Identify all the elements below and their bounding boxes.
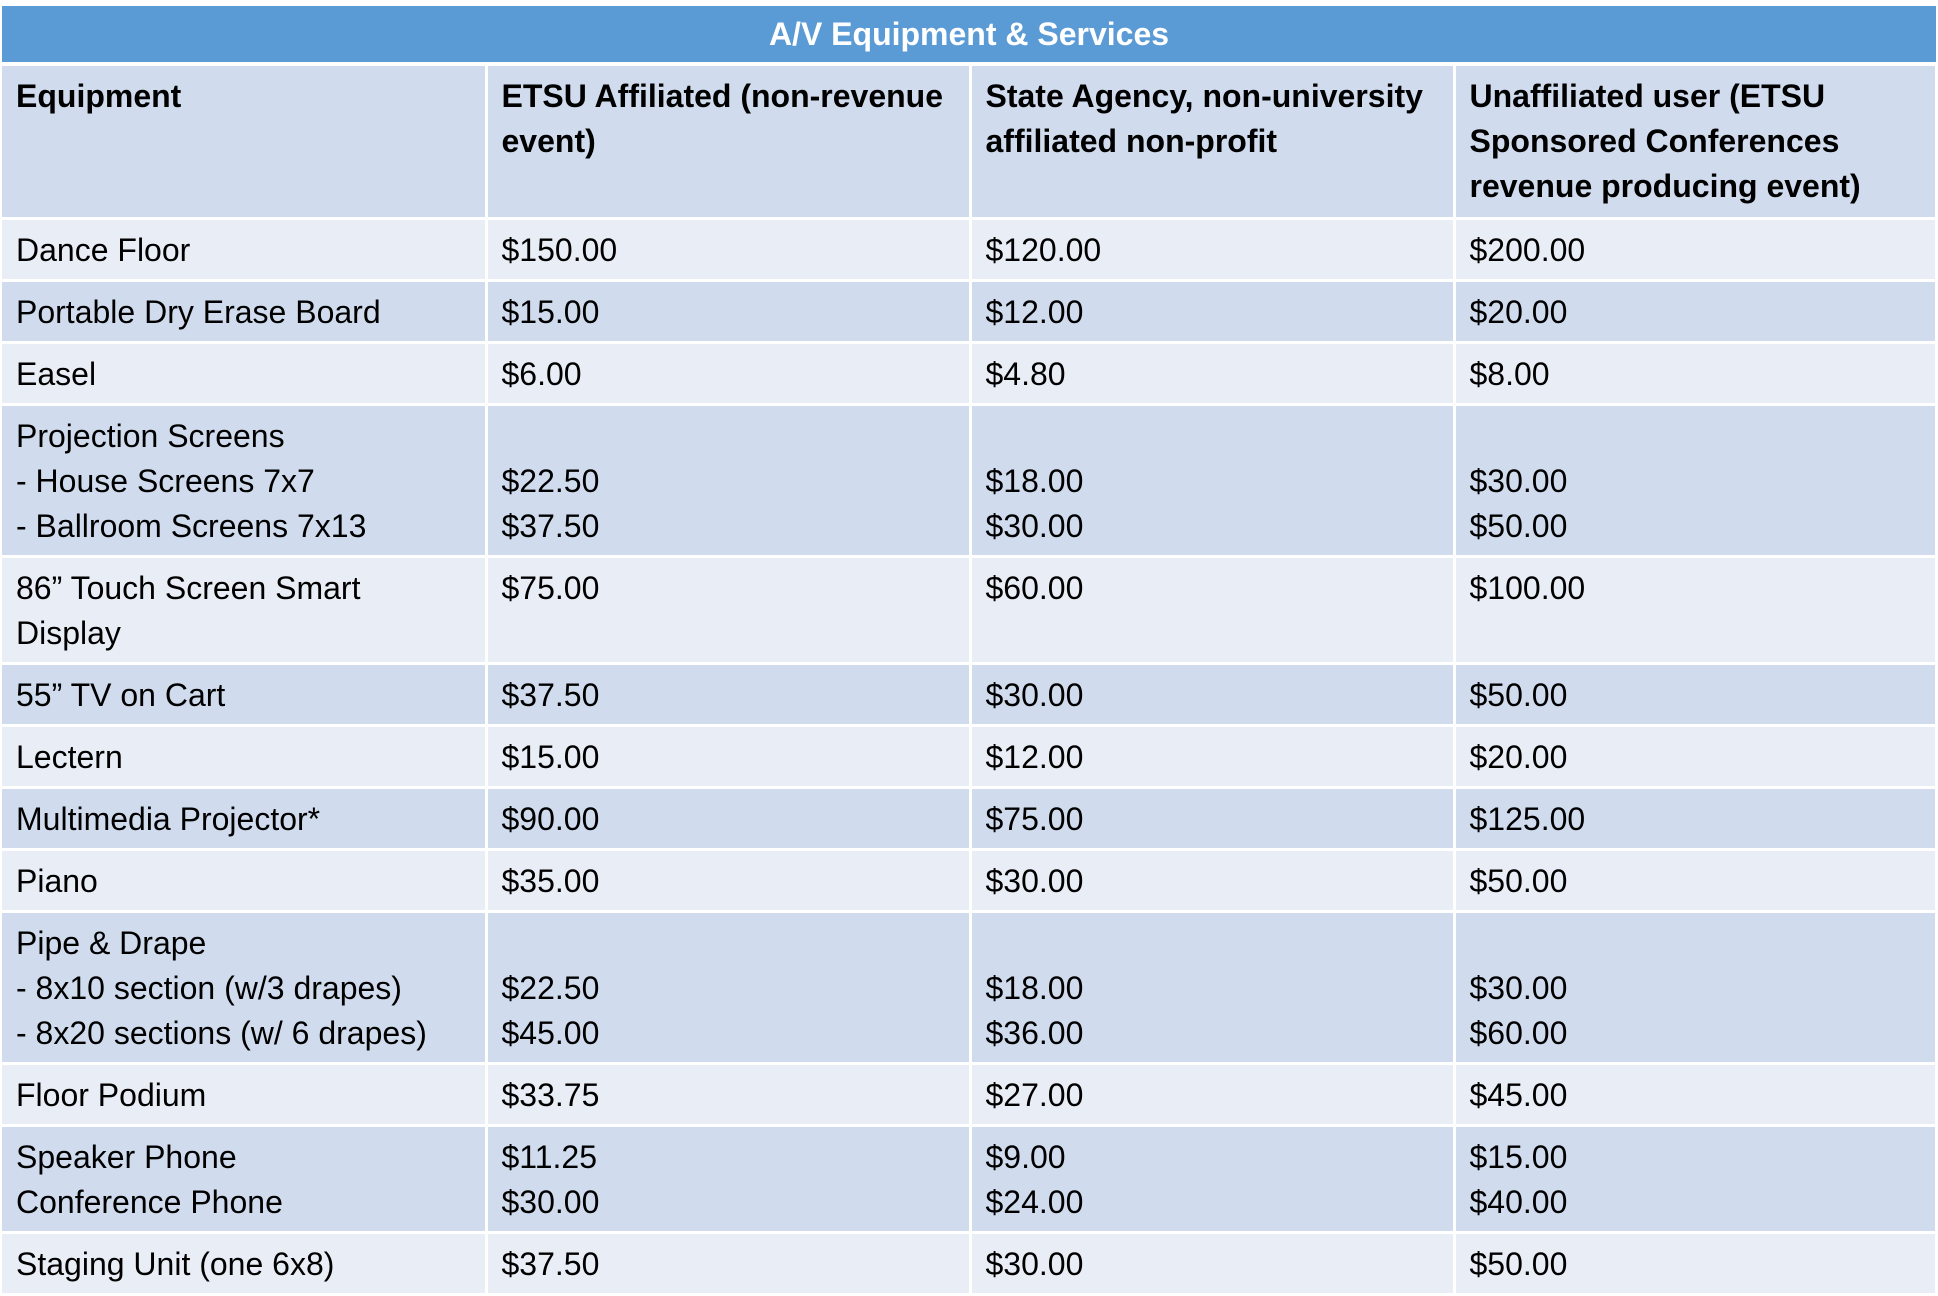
etsu-price-cell: $35.00 [486, 850, 970, 912]
unaffiliated-price-cell: $20.00 [1454, 726, 1936, 788]
unaffiliated-price-cell: $50.00 [1454, 664, 1936, 726]
state-price-cell: $4.80 [970, 343, 1454, 405]
title-row [2, 6, 1936, 64]
state-price-cell: $12.00 [970, 726, 1454, 788]
table-row [2, 912, 1936, 1064]
etsu-price-cell: $90.00 [486, 788, 970, 850]
unaffiliated-price-cell: $50.00 [1454, 850, 1936, 912]
etsu-price-cell: $22.50 $37.50 [486, 405, 970, 557]
state-price-cell: $27.00 [970, 1064, 1454, 1126]
state-price-cell: $30.00 [970, 850, 1454, 912]
header-etsu-affiliated: ETSU Affiliated (non-revenue event) [486, 64, 970, 219]
equipment-cell: Speaker Phone Conference Phone [2, 1126, 486, 1233]
state-price-cell: $120.00 [970, 219, 1454, 281]
etsu-price-cell: $75.00 [486, 557, 970, 664]
table-row [2, 405, 1936, 557]
table-row [2, 343, 1936, 405]
table-row [2, 788, 1936, 850]
etsu-price-cell: $37.50 [486, 664, 970, 726]
equipment-cell: Multimedia Projector* [2, 788, 486, 850]
etsu-price-cell: $15.00 [486, 281, 970, 343]
table-row [2, 850, 1936, 912]
etsu-price-cell: $6.00 [486, 343, 970, 405]
av-equipment-pricing-table [2, 6, 1938, 1296]
header-unaffiliated-user: Unaffiliated user (ETSU Sponsored Conferences revenue producing event) [1454, 64, 1936, 219]
equipment-cell: Dance Floor [2, 219, 486, 281]
unaffiliated-price-cell: $30.00 $50.00 [1454, 405, 1936, 557]
equipment-cell: Portable Dry Erase Board [2, 281, 486, 343]
table-row [2, 664, 1936, 726]
etsu-price-cell: $37.50 [486, 1233, 970, 1295]
header-row [2, 64, 1936, 219]
etsu-price-cell: $33.75 [486, 1064, 970, 1126]
etsu-price-cell: $11.25 $30.00 [486, 1126, 970, 1233]
unaffiliated-price-cell: $45.00 [1454, 1064, 1936, 1126]
equipment-cell: Easel [2, 343, 486, 405]
equipment-cell: Staging Unit (one 6x8) [2, 1233, 486, 1295]
pricing-table-container [2, 6, 1936, 1296]
unaffiliated-price-cell: $20.00 [1454, 281, 1936, 343]
table-row [2, 726, 1936, 788]
table-body [2, 219, 1936, 1295]
state-price-cell: $30.00 [970, 664, 1454, 726]
table-row [2, 1126, 1936, 1233]
table-row [2, 1064, 1936, 1126]
state-price-cell: $30.00 [970, 1233, 1454, 1295]
unaffiliated-price-cell: $50.00 [1454, 1233, 1936, 1295]
header-equipment: Equipment [2, 64, 486, 219]
equipment-cell: Floor Podium [2, 1064, 486, 1126]
equipment-cell: 86” Touch Screen Smart Display [2, 557, 486, 664]
unaffiliated-price-cell: $200.00 [1454, 219, 1936, 281]
table-row [2, 1233, 1936, 1295]
header-state-agency: State Agency, non-university affiliated non-profit [970, 64, 1454, 219]
equipment-cell: Piano [2, 850, 486, 912]
state-price-cell: $9.00 $24.00 [970, 1126, 1454, 1233]
state-price-cell: $18.00 $36.00 [970, 912, 1454, 1064]
equipment-cell: Pipe & Drape - 8x10 section (w/3 drapes) - 8x20 sections (w/ 6 drapes) [2, 912, 486, 1064]
unaffiliated-price-cell: $30.00 $60.00 [1454, 912, 1936, 1064]
state-price-cell: $18.00 $30.00 [970, 405, 1454, 557]
table-row [2, 219, 1936, 281]
table-title: A/V Equipment & Services [2, 6, 1936, 64]
etsu-price-cell: $150.00 [486, 219, 970, 281]
equipment-cell: Projection Screens - House Screens 7x7 - Ballroom Screens 7x13 [2, 405, 486, 557]
unaffiliated-price-cell: $8.00 [1454, 343, 1936, 405]
table-row [2, 557, 1936, 664]
equipment-cell: Lectern [2, 726, 486, 788]
etsu-price-cell: $22.50 $45.00 [486, 912, 970, 1064]
unaffiliated-price-cell: $125.00 [1454, 788, 1936, 850]
state-price-cell: $75.00 [970, 788, 1454, 850]
etsu-price-cell: $15.00 [486, 726, 970, 788]
equipment-cell: 55” TV on Cart [2, 664, 486, 726]
table-row [2, 281, 1936, 343]
state-price-cell: $12.00 [970, 281, 1454, 343]
unaffiliated-price-cell: $15.00 $40.00 [1454, 1126, 1936, 1233]
unaffiliated-price-cell: $100.00 [1454, 557, 1936, 664]
state-price-cell: $60.00 [970, 557, 1454, 664]
